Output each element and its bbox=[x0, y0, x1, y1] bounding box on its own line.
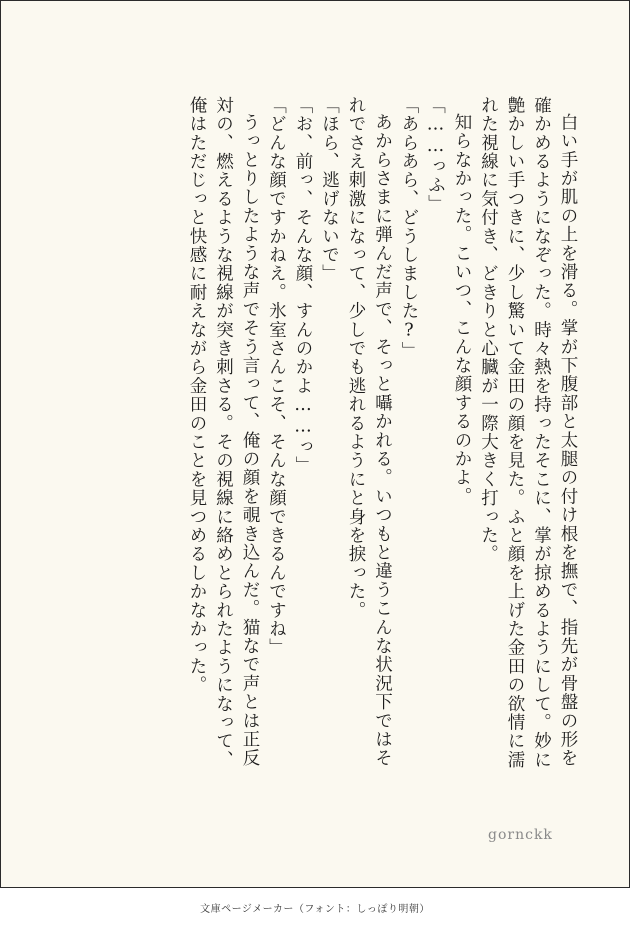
text-line: れでさえ刺激になって、少しでも逃れるようにと身を捩った。 bbox=[346, 96, 366, 620]
text-line: 俺はただじっと快感に耐えながら金田のことを見つめるしかなかった。 bbox=[187, 96, 207, 695]
text-line: 対の、燃えるような視線が突き刺さる。その視線に絡めとられたようになって、 bbox=[213, 96, 234, 770]
text-line: れた視線に気付き、どきりと心臓が一際大きく打った。 bbox=[478, 96, 499, 564]
text-line: 艶かしい手つきに、少し驚いて金田の顔を見た。ふと顔を上げた金田の欲情に濡 bbox=[505, 96, 525, 770]
text-line: 白い手が肌の上を滑る。掌が下腹部と太腿の付け根を撫で、指先が骨盤の形を bbox=[558, 113, 578, 768]
author-signature: gornckk bbox=[488, 827, 553, 843]
text-line: 「ほら、逃げないで」 bbox=[319, 96, 340, 283]
text-line: 「……っふ」 bbox=[425, 96, 446, 214]
footer-credit: 文庫ページメーカー（フォント：しっぽり明朝） bbox=[200, 904, 430, 915]
text-line: 「あらあら、どうしました?」 bbox=[399, 96, 419, 361]
vertical-text-block bbox=[184, 96, 582, 856]
text-line: 知らなかった。こいつ、こんな顔するのかよ。 bbox=[452, 113, 472, 506]
text-line: 「どんな顔ですかねえ。氷室さんこそ、そんな顔できるんですね」 bbox=[266, 96, 287, 657]
text-line: あからさまに弾んだ声で、そっと囁かれる。いつもと違うこんな状況下ではそ bbox=[372, 113, 393, 768]
text-line: 確かめるようになぞった。時々熱を持ったそこに、掌が掠めるようにして。妙に bbox=[531, 96, 552, 770]
text-line: 「お、前っ、そんな顔、すんのかよ……っ」 bbox=[293, 96, 313, 475]
text-line: うっとりしたような声でそう言って、俺の顔を覗き込んだ。猫なで声とは正反 bbox=[240, 113, 260, 768]
